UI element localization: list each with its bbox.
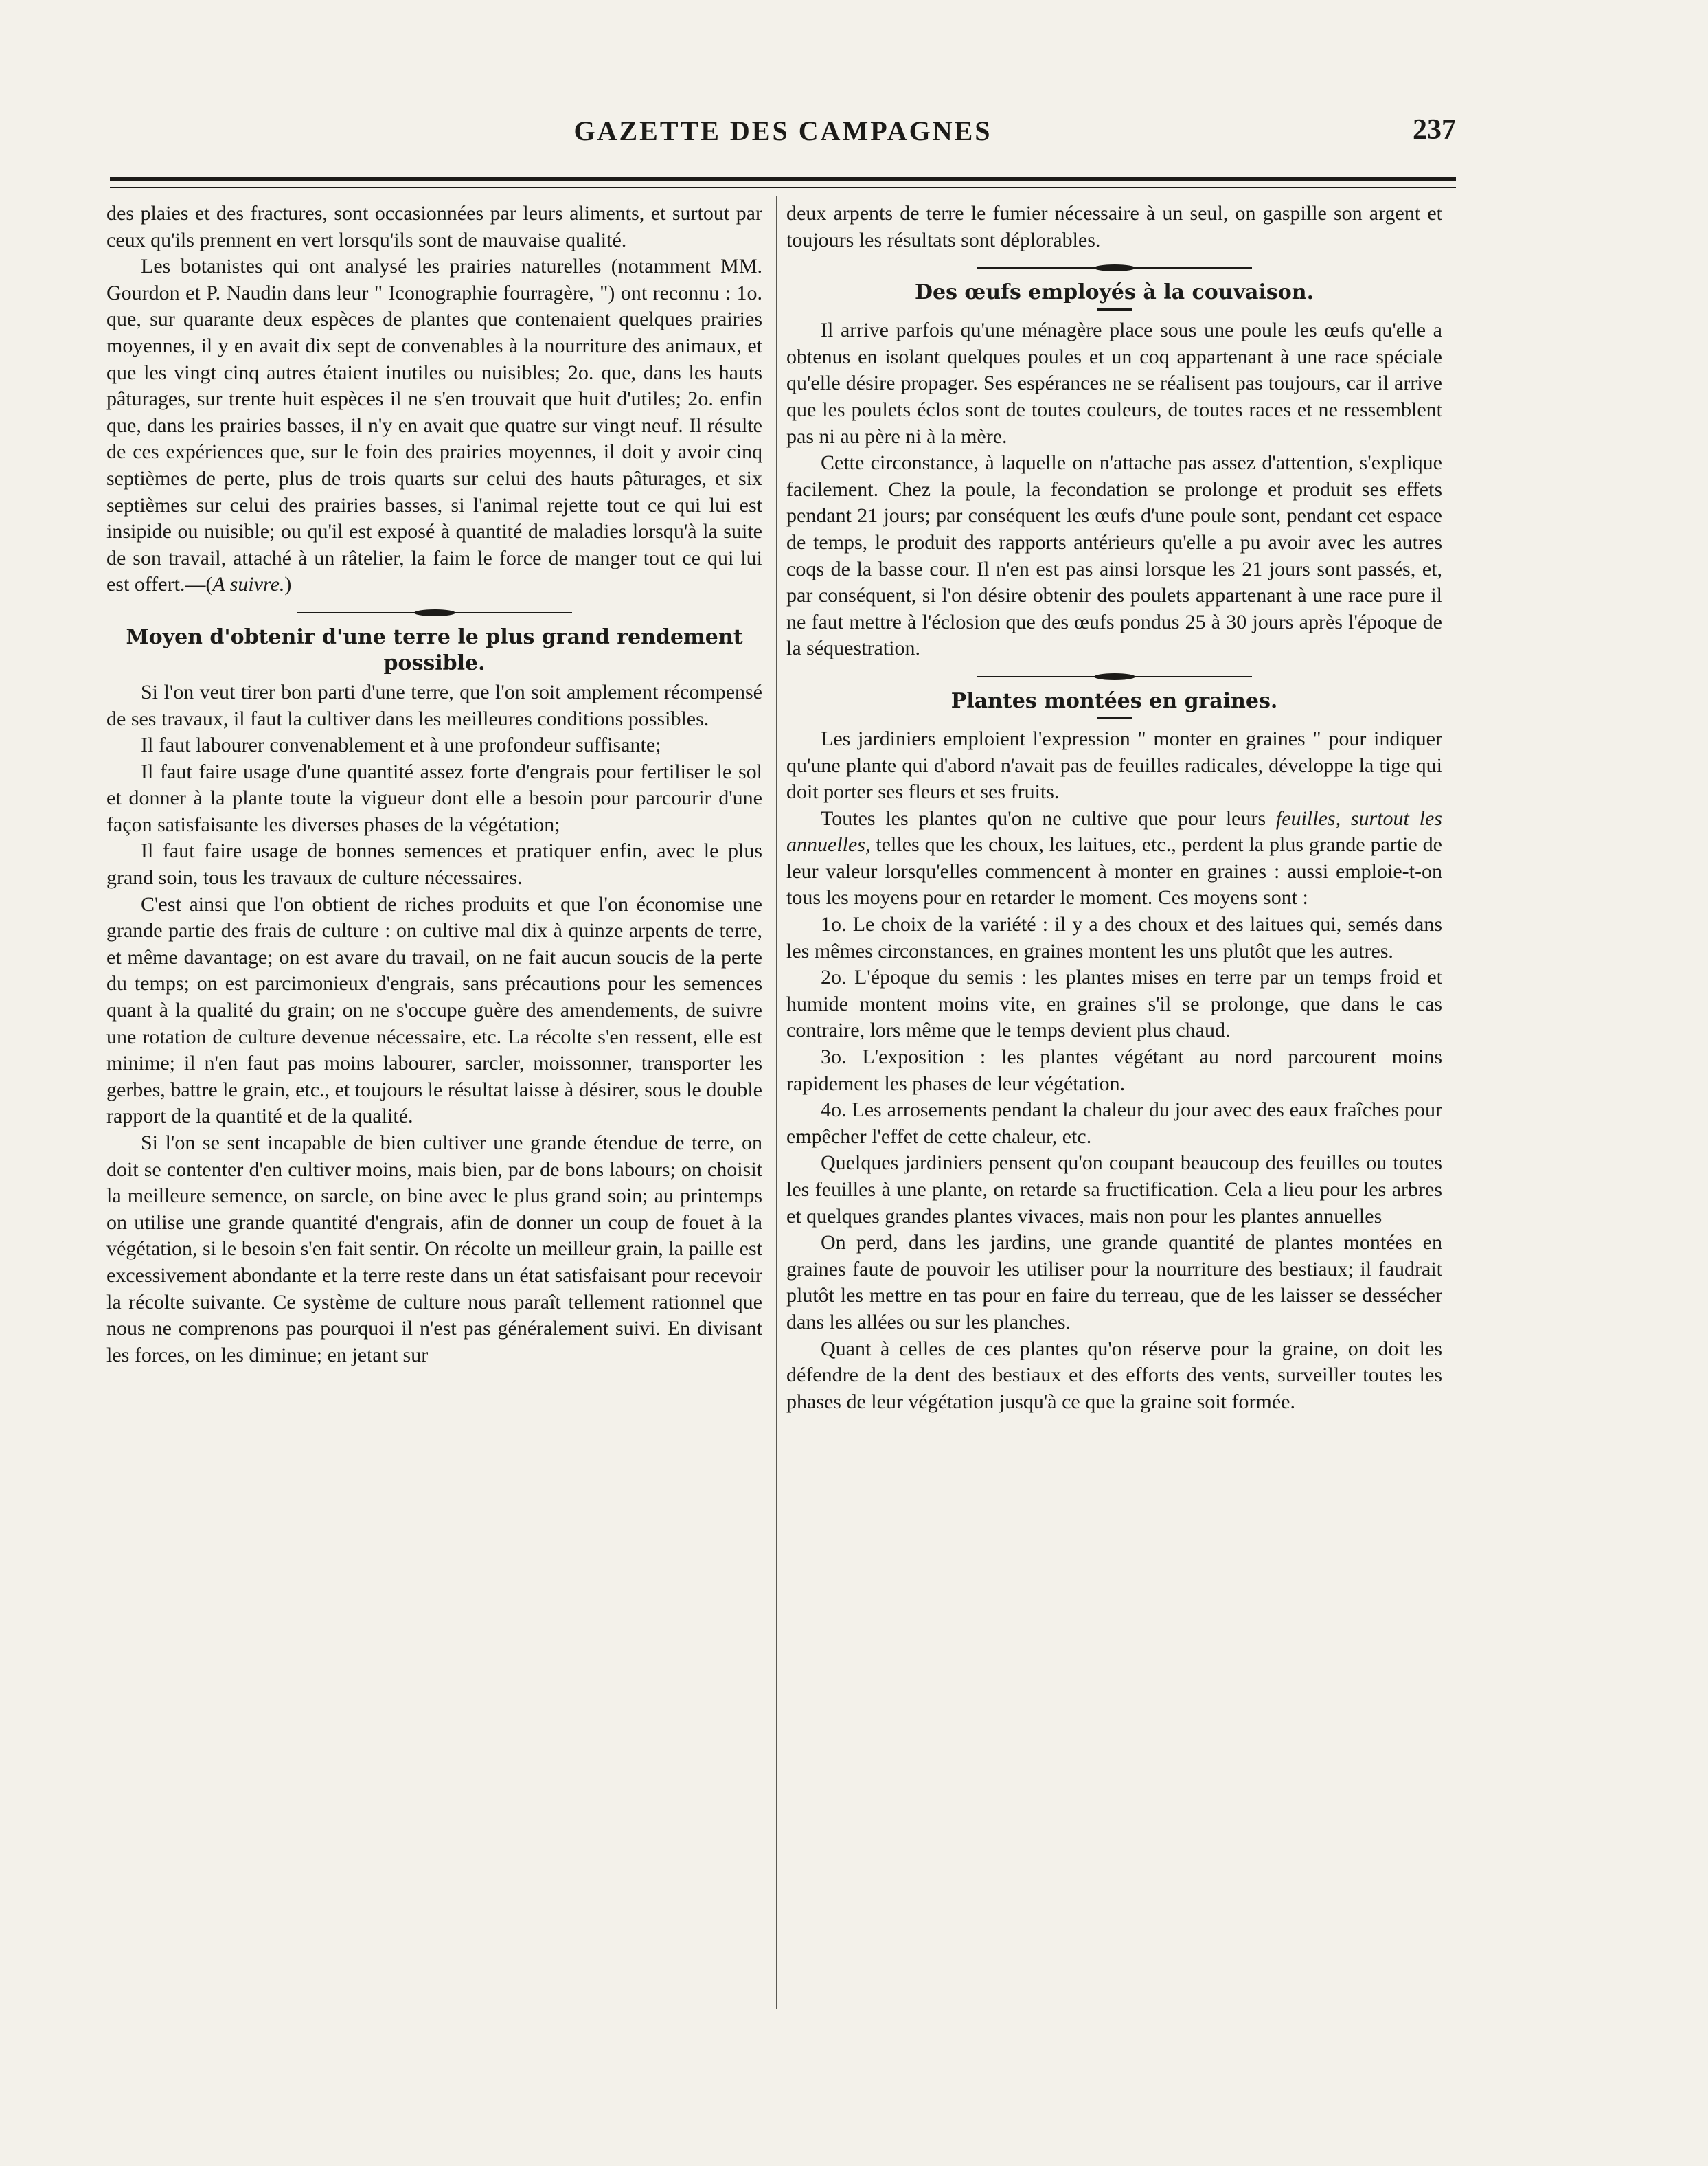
a-suivre-note: A suivre. <box>212 573 285 596</box>
right-paragraph-3: Cette circonstance, à laquelle on n'attache pas assez d'attention, s'explique facilement. Chez la poule, la fecondation se prolonge et produit ses effets pendant 21 jours; par conséquent les œufs d'une poule sont, pendant cet espace de temps, le produit des rapports antérieurs qu'elle a pu avoir avec les autres coqs de la basse cour. Il n'en est pas ainsi lorsque les 21 jours sont passés, et, par conséquent, si l'on désire obtenir des poulets appartenant à une race pure il ne faut mettre à l'éclosion que des œufs pondus 25 à 30 jours après l'époque de la séquestration. <box>786 451 1442 660</box>
section-title-plantes: Plantes montées en graines. <box>950 688 1278 713</box>
right-paragraph-2: Il arrive parfois qu'une ménagère place sous une poule les œufs qu'elle a obtenus en isolant quelques poules et un coq appartenant à une race spéciale qu'elle désire propager. Ses espérances ne se réalisent pas toujours, car il arrive que les poulets éclos sont de toutes couleurs, de toutes races et ne ressemblent pas ni au père ni à la mère. <box>786 319 1442 448</box>
right-paragraph-5-end: telles que les choux, les laitues, etc., perdent la plus grande partie de leur valeur lorsqu'elles commencent à monter en graines : aussi emploie-t-on tous les moyens pour en retarder le moment. Ces moyens sont : <box>786 833 1442 910</box>
right-paragraph-7: 2o. L'époque du semis : les plantes mises en terre par un temps froid et humide montent moins vite, en graines s'il se prolonge, que dans le cas contraire, lors même que le temps devient plus chaud. <box>786 966 1442 1042</box>
header-rule-thin <box>110 187 1456 188</box>
left-paragraph-2-text: Les botanistes qui ont analysé les prairies naturelles (notamment MM. Gourdon et P. Naudin dans leur " Iconographie fourragère, ") ont reconnu : 1o. que, sur quarante deux espèces de plantes que contenaient quelques prairies moyennes, il y en avait dix sept de convenables à la nourriture des animaux, et que les vingt cinq autres étaient inutiles ou nuisibles; 2o. que, dans les hauts pâturages, sur trente huit espèces il ne s'en trouvait que huit d'utiles; 2o. enfin que, dans les prairies basses, il n'y en avait que quatre sur vingt neuf. Il résulte de ces expériences que, sur le foin des prairies moyennes, il doit y avoir cinq septièmes de perte, plus de trois quarts sur celui des hauts pâturages, et six septièmes sur celui des prairies basses, si l'animal rejette tout ce qui lui est insipide ou nuisible; ou qu'il est exposé à quantité de maladies lorsqu'à la suite de son travail, attaché à un râtelier, la faim le force de manger tout ce qui lui est offert.—( <box>106 255 762 596</box>
section-separator <box>297 609 572 616</box>
right-paragraph-5-italic: feuilles, surtout les annuelles, <box>786 806 1442 857</box>
right-paragraph-11: On perd, dans les jardins, une grande quantité de plantes montées en graines faute de pouvoir les utiliser pour la nourriture des bestiaux; il faudrait plutôt les mettre en tas pour en faire du terreau, que de les laisser se dessécher dans les allées ou sur les planches. <box>786 1231 1442 1333</box>
right-paragraph-10: Quelques jardiniers pensent qu'on coupant beaucoup des feuilles ou toutes les feuilles à une plante, on retarde sa fructification. Cela a lieu pour les arbres et quelques grandes plantes vivaces, mais non pour les plantes annuelles <box>786 1151 1442 1228</box>
right-column <box>786 201 1442 1415</box>
section-title-couvaison: Des œufs employés à la couvaison. <box>914 280 1314 305</box>
left-paragraph-2-close: ) <box>284 573 292 596</box>
left-paragraph-7: C'est ainsi que l'on obtient de riches produits et que l'on économise une grande partie des frais de culture : on cultive mal dix à quinze arpents de terre, et même davantage; on est avare du travail, on ne fait aucun soucis de la perte du temps; on est parcimonieux d'engrais, sans précautions pour les semences quant à la qualité du grain; on ne s'occupe guère des amendements, de suivre une rotation de culture devenue nécessaire, etc. La récolte s'en ressent, elle est minime; il n'en faut pas moins labourer, sarcler, moissonner, transporter les gerbes, battre le grain, etc., et toujours le résultat laisse à désirer, sous le double rapport de la quantité et de la qualité. <box>106 892 762 1128</box>
header-title: GAZETTE DES CAMPAGNES <box>573 115 992 146</box>
page-number: 237 <box>1413 114 1456 146</box>
title-underline <box>1097 717 1132 719</box>
left-paragraph-5: Il faut faire usage d'une quantité assez forte d'engrais pour fertiliser le sol et donner à la plante toute la vigueur dont elle a besoin pour parcourir d'une façon satisfaisante les diverses phases de la végétation; <box>106 760 762 836</box>
title-underline <box>1097 308 1132 311</box>
right-paragraph-12: Quant à celles de ces plantes qu'on réserve pour la graine, on doit les défendre de la dent des bestiaux et des efforts des vents, surveiller toutes les phases de leur végétation jusqu'à ce que la graine soit formée. <box>786 1337 1442 1413</box>
section-title-rendement: Moyen d'obtenir d'une terre le plus grand rendement possible. <box>126 624 743 675</box>
left-paragraph-3: Si l'on veut tirer bon parti d'une terre, que l'on soit amplement récompensé de ses travaux, il faut la cultiver dans les meilleures conditions possibles. <box>106 680 762 730</box>
right-paragraph-5 <box>786 806 1442 912</box>
right-paragraph-8: 3o. L'exposition : les plantes végétant au nord parcourent moins rapidement les phases de leur végétation. <box>786 1046 1442 1095</box>
left-paragraph-4: Il faut labourer convenablement et à une profondeur suffisante; <box>141 734 661 757</box>
section-separator <box>977 673 1252 680</box>
left-column <box>106 201 762 1368</box>
right-paragraph-9: 4o. Les arrosements pendant la chaleur du jour avec des eaux fraîches pour empêcher l'effet de cette chaleur, etc. <box>786 1098 1442 1148</box>
header-rule-thick <box>110 177 1456 181</box>
right-paragraph-5-start: Toutes les plantes qu'on ne cultive que pour leurs <box>821 806 1276 830</box>
left-paragraph-8: Si l'on se sent incapable de bien cultiver une grande étendue de terre, on doit se contenter d'en cultiver moins, mais bien, par de bons labours; on choisit la meilleure semence, on sarcle, on bine avec le plus grand soin; au printemps on utilise une grande quantité d'engrais, afin de donner un coup de fouet à la végétation, si le besoin s'en fait sentir. On récolte un meilleur grain, la paille est excessivement abondante et la terre reste dans un état satisfaisant pour recevoir la récolte suivante. Ce système de culture nous paraît tellement rationnel que nous ne comprenons pas pourquoi il n'est pas généralement suivi. En divisant les forces, on les diminue; en jetant sur <box>106 1131 762 1366</box>
left-paragraph-2 <box>106 253 762 598</box>
right-paragraph-1: deux arpents de terre le fumier nécessaire à un seul, on gaspille son argent et toujours les résultats sont déplorables. <box>786 202 1442 251</box>
right-paragraph-4: Les jardiniers emploient l'expression " monter en graines " pour indiquer qu'une plante qui d'abord n'avait pas de feuilles radicales, développe la tige qui doit porter ses fleurs et ses fruits. <box>786 727 1442 804</box>
right-paragraph-6: 1o. Le choix de la variété : il y a des choux et des laitues qui, semés dans les mêmes circonstances, en graines montent les uns plutôt que les autres. <box>786 913 1442 962</box>
section-separator <box>977 264 1252 271</box>
page-header <box>110 106 1456 155</box>
left-paragraph-1: des plaies et des fractures, sont occasionnées par leurs aliments, et surtout par ceux qu'ils prennent en vert lorsqu'ils sont de mauvaise qualité. <box>106 202 762 251</box>
column-divider <box>776 196 777 2009</box>
left-paragraph-6: Il faut faire usage de bonnes semences et pratiquer enfin, avec le plus grand soin, tous les travaux de culture nécessaires. <box>106 839 762 890</box>
